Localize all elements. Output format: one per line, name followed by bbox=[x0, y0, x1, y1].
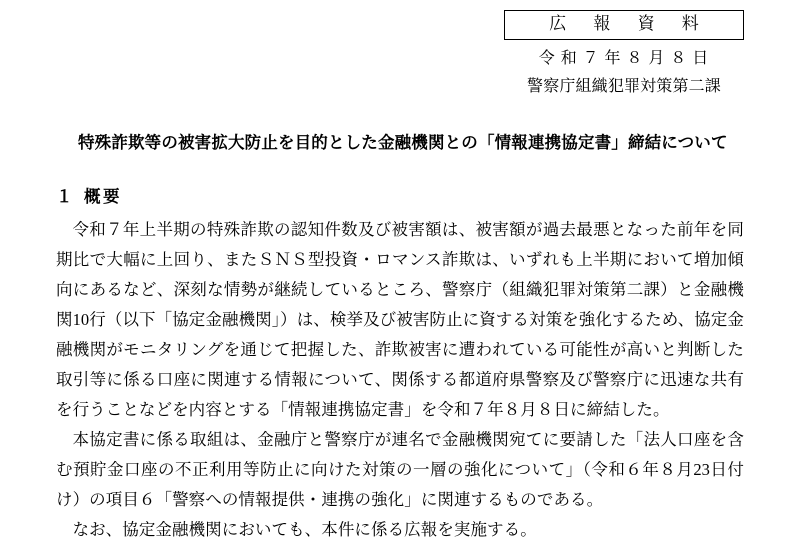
section-number: １ bbox=[56, 186, 73, 206]
section-overview bbox=[56, 183, 744, 545]
paragraph: 本協定書に係る取組は、金融庁と警察庁が連名で金融機関宛てに要請した「法人口座を含む預貯金口座の不正利用等防止に向けた対策の一層の強化について」（令和６年８月23日付け）の項目６「警察への情報提供・連携の強化」に関連するものである。 bbox=[56, 429, 744, 509]
paragraph: 令和７年上半期の特殊詐欺の認知件数及び被害額は、被害額が過去最悪となった前年を同期比で大幅に上回り、またＳＮＳ型投資・ロマンス詐欺は、いずれも上半期において増加傾向にあるなど、深刻な情勢が継続しているところ、警察庁（組織犯罪対策第二課）と金融機関10行（以下「協定金融機関」）は、検挙及び被害防止に資する対策を強化するため、協定金融機関がモニタリングを通じて把握した、詐欺被害に遭われている可能性が高いと判断した取引等に係る口座に関連する情報について、関係する都道府県警察及び警察庁に迅速な共有を行うことなどを内容とする「情報連携協定書」を令和７年８月８日に締結した。 bbox=[56, 219, 744, 419]
issue-date: 令 和 ７ 年 ８ 月 ８ 日 bbox=[538, 50, 710, 68]
section-title: 概要 bbox=[84, 186, 122, 206]
page-title: 特殊詐欺等の被害拡大防止を目的とした金融機関との「情報連携協定書」締結について bbox=[78, 133, 728, 153]
document-header bbox=[504, 10, 744, 99]
press-release-label: 広 報 資 料 bbox=[504, 10, 744, 40]
section-heading bbox=[56, 183, 744, 207]
section-body bbox=[56, 215, 744, 545]
paragraph: なお、協定金融機関においても、本件に係る広報を実施する。 bbox=[72, 519, 537, 539]
issuing-organization: 警察庁組織犯罪対策第二課 bbox=[527, 78, 721, 96]
